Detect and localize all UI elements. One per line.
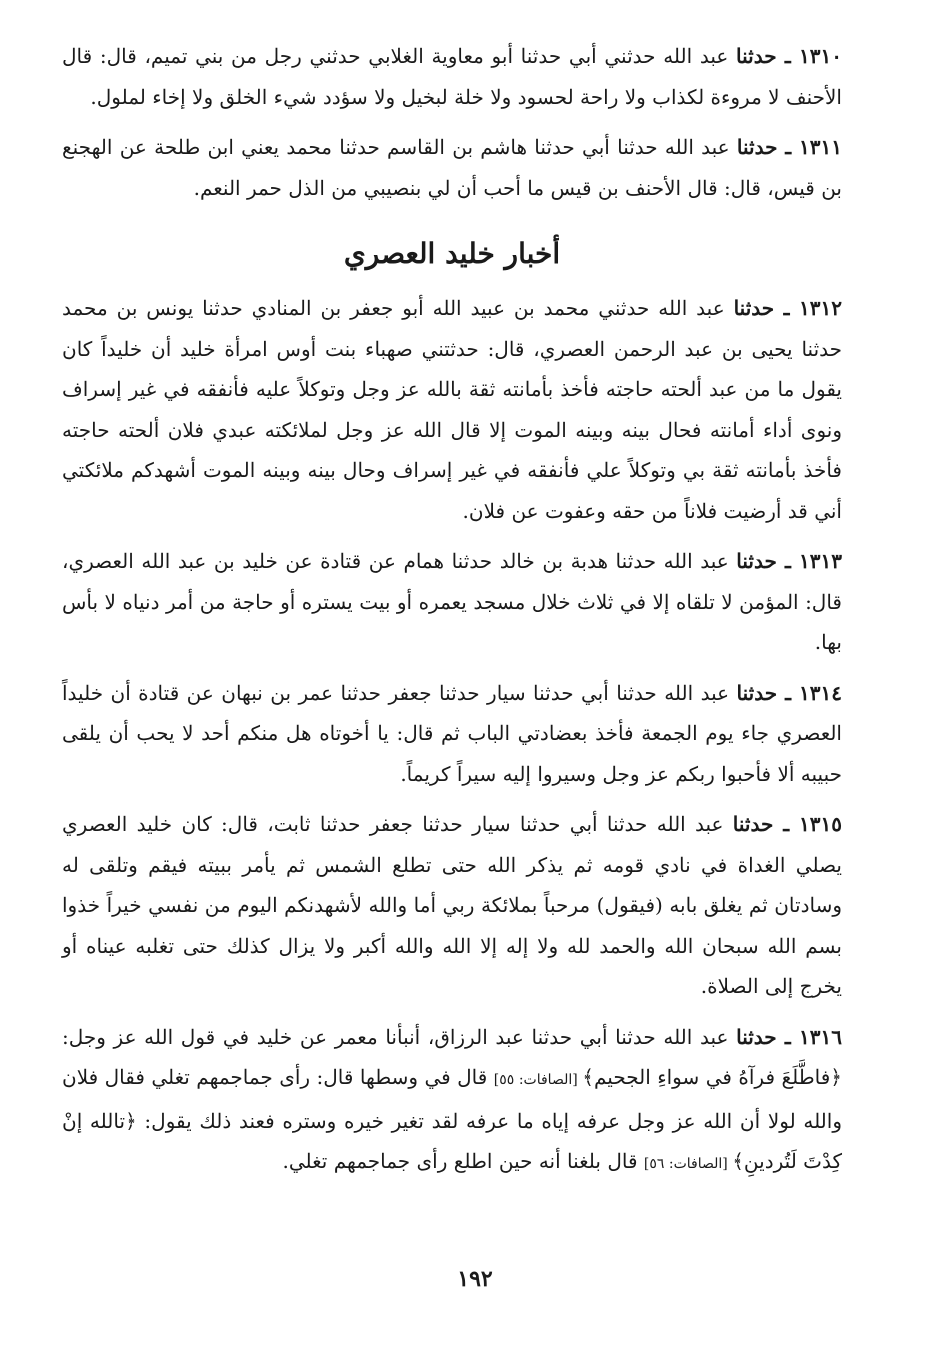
hadith-text: عبد الله حدثني محمد بن عبيد الله أبو جعفر بن المنادي حدثنا يونس بن محمد حدثنا يحيى بن عبد الرحمن العصري، قال: حدثتني صهباء بنت أوس امرأة خليد أن خليداً كان يقول ما من عبد ألحته حاجته فأخذ بأمانته ثقة بالله عز وجل وتوكلاً عليه فأنفقه في غير إسراف ونوى أداء أمانته فحال بينه وبينه الموت إلا قال الله عز وجل لملائكته عبدي فلان ألحته حاجته فأخذ بأمانته ثقة بي وتوكلاً علي فأنفقه في غير إسراف وحال بينه وبينه الموت أشهدكم ملائكتي أني قد أرضيت فلاناً من حقه وعفوت عن فلان. [62,296,843,523]
hadith-text: قال في وسطها قال: رأى جماجمهم تغلي فقال فلان والله لولا أن الله عز وجل عرفه إياه ما عرفه لقد تغير خيره وستره فعند ذلك يقول: [62,1065,842,1133]
hadith-text: عبد الله حدثنا هدبة بن خالد حدثنا همام عن قتادة عن خليد بن عبد الله العصري، قال: المؤمن لا تلقاه إلا في ثلاث خلال مسجد يعمره أو بيت يستره أو حاجة من أمر دنياه لا بأس بها. [62,549,842,654]
quran-verse: ﴿فاطَّلَعَ فرآهُ في سواءِ الجحيم﴾ [582,1065,843,1089]
hadith-text: عبد الله حدثنا أبي حدثنا هاشم بن القاسم حدثنا محمد يعني ابن طلحة عن الهجنع بن قيس، قال: قال الأحنف بن قيس ما أحب أن لي بنصيبي من الذل حمر النعم. [62,135,842,200]
hadith-separator: ـ [776,549,800,573]
hadith-1310 [62,36,842,117]
hadith-separator: ـ [776,44,800,68]
hadith-keyword: حدثنا [736,44,777,68]
hadith-separator: ـ [777,680,800,705]
hadith-1314 [62,673,842,795]
hadith-keyword: حدثنا [736,1024,777,1049]
hadith-keyword: حدثنا [732,812,774,836]
hadith-1316 [62,1017,842,1185]
hadith-keyword: حدثنا [736,680,778,705]
section-heading: أخبار خليد العصري [343,237,561,270]
quran-verse: ﴿تالله إنْ كِدْتَ لَتُردينِ﴾ [62,1108,842,1173]
hadith-number: ١٣١٢ [799,296,842,320]
hadith-separator: ـ [776,1024,800,1049]
hadith-number: ١٣١٣ [799,549,842,573]
hadith-number: ١٣١١ [799,135,842,159]
hadith-text: عبد الله حدثنا أبي حدثنا سيار حدثنا جعفر حدثنا عمر بن نبهان عن قتادة أن خليداً العصري جاء يوم الجمعة فأخذ بعضادتي الباب ثم قال: يا أخوتاه هل منكم أحد لا يحب أن يلقى حبيبه ألا فأحبوا ربكم عز وجل وسيروا إليه سيراً كريماً. [62,680,842,786]
hadith-text: عبد الله حدثنا أبي حدثنا سيار حدثنا جعفر حدثنا ثابت، قال: كان خليد العصري يصلي الغداة في نادي قومه ثم يذكر الله حتى تطلع الشمس ثم يأمر ببيته فيقم وتلقى له وسادتان ثم يغلق بابه (فيقول) مرحباً بملائكة ربي أما والله لأشهدنكم اليوم من نفسي خيراً خذوا بسم الله سبحان الله والحمد لله ولا إله إلا الله والله أكبر ولا يزال كذلك حتى تغلبه عيناه أو يخرج إلى الصلاة. [62,812,842,998]
hadith-keyword: حدثنا [736,549,777,573]
hadith-text: عبد الله حدثني أبي حدثنا أبو معاوية الغلابي حدثني رجل من بني تميم، قال: قال الأحنف لا مروءة لكذاب ولا راحة لحسود ولا خلة لبخيل ولا سؤدد شيء الخلق ولا إخاء لملول. [62,44,842,109]
hadith-1315 [62,804,842,1007]
hadith-keyword: حدثنا [733,296,775,320]
hadith-separator: ـ [774,296,800,320]
quran-reference: [الصافات: ٥٦] [643,1156,733,1172]
hadith-number: ١٣١٤ [799,680,842,705]
hadith-number: ١٣١٥ [799,812,842,836]
hadith-separator: ـ [773,812,800,836]
hadith-number: ١٣١٦ [799,1024,842,1049]
hadith-1312 [62,288,842,531]
hadith-text: قال بلغنا أنه حين اطلع رأى جماجمهم تغلي. [282,1149,644,1173]
hadith-1311 [62,127,842,208]
hadith-text: عبد الله حدثنا أبي حدثنا عبد الرزاق، أنبأنا معمر عن خليد في قول الله عز وجل: [62,1024,737,1049]
hadith-separator: ـ [777,135,800,159]
quran-reference: [الصافات: ٥٥] [493,1072,583,1088]
hadith-1313 [62,541,842,663]
page-number: ١٩٢ [457,1266,493,1292]
hadith-keyword: حدثنا [736,135,778,159]
page-body [62,36,842,1195]
hadith-number: ١٣١٠ [799,44,842,68]
